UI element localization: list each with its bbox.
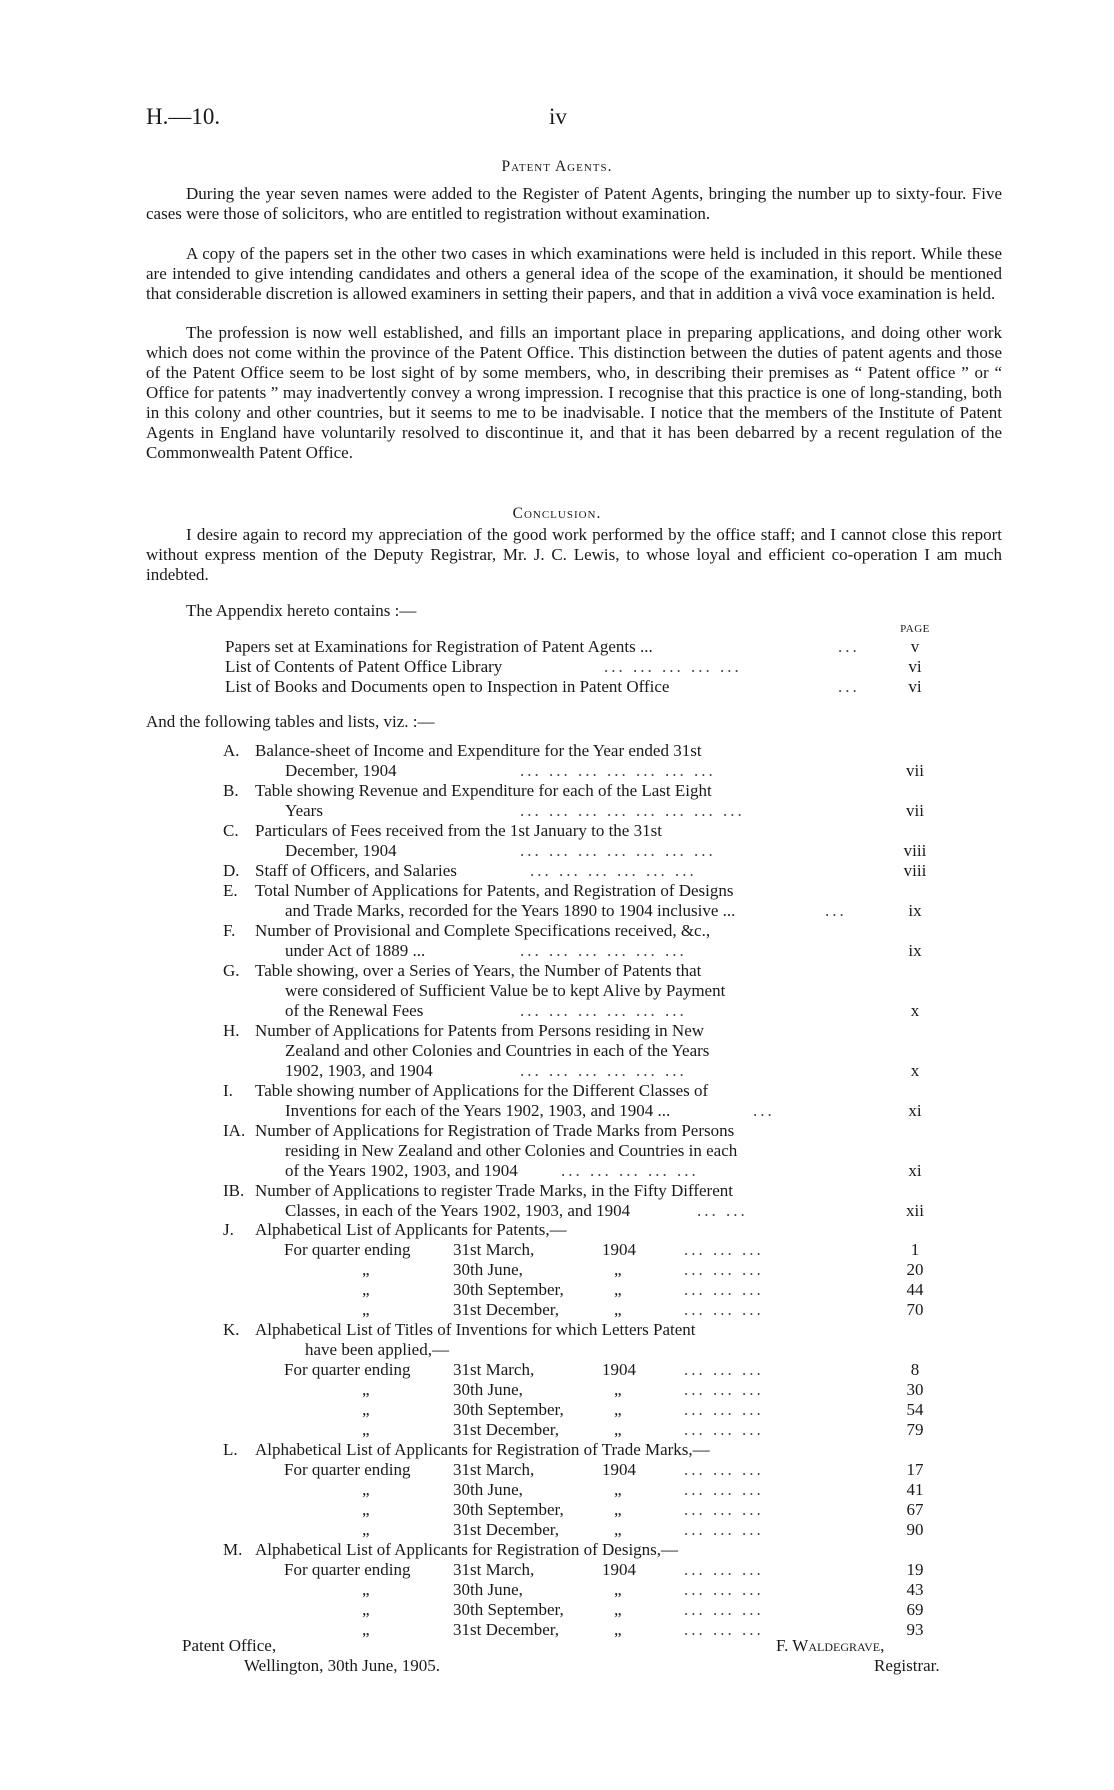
table-dots: ... ... ... ... ... ... (520, 1001, 687, 1020)
signature-place-date: Wellington, 30th June, 1905. (244, 1656, 441, 1675)
patent-agents-para-3: The profession is now well established, and fills an important place in preparing applications, and doing other work which does not come within the province of the Patent Office. This distinction between the duties of patent agents and those of the Patent Office seem to be lost sight of by some members, who, in describing their premises as “ Patent office ” or “ Office for patents ” may inadvertently convey a wrong impression. I recognise that this practice is one of long-standing, both in this colony and other countries, but it seems to me to be inadvisable. I notice that the members of the Institute of Patent Agents in England have voluntarily resolved to discontinue it, and that it has been debarred by a recent regulation of the Commonwealth Patent Office. (146, 323, 1002, 462)
tables-intro: And the following tables and lists, viz. :— (146, 712, 435, 731)
list-key: J. (223, 1220, 234, 1239)
paper-label: Papers set at Examinations for Registration of Patent Agents ... (225, 637, 653, 656)
quarter-date: 31st December, (453, 1420, 560, 1439)
table-title-cont: December, 1904 (285, 841, 397, 860)
quarter-prefix: „ (362, 1520, 370, 1539)
signature-office: Patent Office, (182, 1636, 277, 1655)
quarter-date: 30th June, (453, 1380, 523, 1399)
page-ref: H.—10. (146, 104, 221, 129)
table-key: A. (223, 741, 240, 760)
quarter-prefix: „ (362, 1280, 370, 1299)
quarter-dots: ... ... ... (684, 1380, 764, 1399)
patent-agents-para-1: During the year seven names were added to the Register of Patent Agents, bringing the number up to sixty-four. Five cases were those of solicitors, who are entitled to registration without examination. (146, 184, 1002, 223)
paper-label: List of Books and Documents open to Inspection in Patent Office (225, 677, 670, 696)
table-key: C. (223, 821, 239, 840)
list-title-cont: have been applied,— (305, 1340, 449, 1359)
quarter-page: 1 (910, 1240, 920, 1259)
table-page: x (910, 1001, 920, 1020)
table-dots: ... (825, 901, 847, 920)
quarter-prefix: For quarter ending (284, 1560, 411, 1579)
quarter-date: 30th June, (453, 1480, 523, 1499)
table-dots: ... ... ... ... ... ... (530, 861, 697, 880)
paper-dots: ... (838, 677, 860, 696)
quarter-date: 30th September, (453, 1500, 564, 1519)
quarter-page: 17 (906, 1460, 924, 1479)
quarter-date: 31st December, (453, 1300, 560, 1319)
quarter-date: 30th September, (453, 1400, 564, 1419)
quarter-date: 30th September, (453, 1280, 564, 1299)
table-page: x (910, 1061, 920, 1080)
quarter-year: „ (614, 1620, 622, 1639)
quarter-page: 8 (910, 1360, 920, 1379)
quarter-page: 19 (906, 1560, 924, 1579)
quarter-dots: ... ... ... (684, 1260, 764, 1279)
quarter-dots: ... ... ... (684, 1300, 764, 1319)
table-page: ix (908, 941, 922, 960)
quarter-page: 70 (906, 1300, 924, 1319)
table-title-cont: of the Renewal Fees (285, 1001, 424, 1020)
paper-label: List of Contents of Patent Office Library (225, 657, 503, 676)
quarter-year: 1904 (602, 1360, 636, 1379)
table-title-cont: under Act of 1889 ... (285, 941, 426, 960)
quarter-dots: ... ... ... (684, 1460, 764, 1479)
quarter-year: „ (614, 1400, 622, 1419)
table-title-cont: and Trade Marks, recorded for the Years 1890 to 1904 inclusive ... (285, 901, 736, 920)
table-title: Table showing Revenue and Expenditure for each of the Last Eight (255, 781, 712, 800)
table-title: Balance-sheet of Income and Expenditure for the Year ended 31st (255, 741, 702, 760)
quarter-page: 67 (906, 1500, 924, 1519)
appendix-intro: The Appendix hereto contains :— (186, 601, 417, 620)
quarter-prefix: „ (362, 1580, 370, 1599)
quarter-prefix: „ (362, 1600, 370, 1619)
quarter-page: 90 (906, 1520, 924, 1539)
quarter-prefix: „ (362, 1620, 370, 1639)
quarter-dots: ... ... ... (684, 1580, 764, 1599)
table-dots: ... ... (697, 1201, 748, 1220)
quarter-page: 44 (906, 1280, 924, 1299)
quarter-prefix: „ (362, 1380, 370, 1399)
paper-dots: ... ... ... ... ... (604, 657, 742, 676)
table-key: I. (223, 1081, 233, 1100)
list-title: Alphabetical List of Applicants for Patents,— (255, 1220, 567, 1239)
paper-page: vi (908, 657, 922, 676)
quarter-prefix: „ (362, 1400, 370, 1419)
quarter-year: „ (614, 1500, 622, 1519)
table-key: E. (223, 881, 238, 900)
quarter-date: 31st December, (453, 1520, 560, 1539)
table-title: Staff of Officers, and Salaries (255, 861, 457, 880)
quarter-year: „ (614, 1380, 622, 1399)
quarter-dots: ... ... ... (684, 1280, 764, 1299)
list-title: Alphabetical List of Applicants for Registration of Trade Marks,— (255, 1440, 710, 1459)
quarter-date: 31st March, (453, 1460, 535, 1479)
quarter-prefix: „ (362, 1420, 370, 1439)
quarter-dots: ... ... ... (684, 1480, 764, 1499)
table-title-cont: residing in New Zealand and other Colonies and Countries in each (285, 1141, 738, 1160)
table-title-cont: 1902, 1903, and 1904 (285, 1061, 433, 1080)
quarter-year: 1904 (602, 1240, 636, 1259)
table-page: xii (906, 1201, 924, 1220)
conclusion-heading: Conclusion. (512, 505, 602, 522)
quarter-year: „ (614, 1300, 622, 1319)
quarter-prefix: For quarter ending (284, 1460, 411, 1479)
quarter-page: 93 (906, 1620, 924, 1639)
quarter-year: 1904 (602, 1460, 636, 1479)
quarter-year: „ (614, 1520, 622, 1539)
quarter-page: 43 (906, 1580, 924, 1599)
list-key: M. (223, 1540, 243, 1559)
quarter-dots: ... ... ... (684, 1620, 764, 1639)
quarter-prefix: „ (362, 1300, 370, 1319)
signature-title: Registrar. (874, 1656, 940, 1675)
quarter-prefix: „ (362, 1480, 370, 1499)
table-title: Table showing, over a Series of Years, the Number of Patents that (255, 961, 702, 980)
conclusion-para: I desire again to record my appreciation of the good work performed by the office staff; and I cannot close this report without express mention of the Deputy Registrar, Mr. J. C. Lewis, to whose loyal and efficient co-operation I am much indebted. (146, 525, 1002, 584)
page-column-label: PAGE (900, 623, 930, 635)
table-dots: ... ... ... ... ... ... (520, 941, 687, 960)
quarter-year: „ (614, 1600, 622, 1619)
table-title-cont: December, 1904 (285, 761, 397, 780)
table-key: IA. (223, 1121, 246, 1140)
quarter-page: 69 (906, 1600, 924, 1619)
list-title: Alphabetical List of Applicants for Registration of Designs,— (255, 1540, 679, 1559)
quarter-year: „ (614, 1260, 622, 1279)
quarter-dots: ... ... ... (684, 1420, 764, 1439)
quarter-prefix: „ (362, 1260, 370, 1279)
quarter-year: 1904 (602, 1560, 636, 1579)
table-page: xi (908, 1161, 922, 1180)
quarter-page: 41 (906, 1480, 924, 1499)
table-key: G. (223, 961, 240, 980)
table-key: IB. (223, 1181, 245, 1200)
signature-name (776, 1636, 884, 1656)
list-key: K. (223, 1320, 240, 1339)
quarter-date: 30th June, (453, 1260, 523, 1279)
quarter-dots: ... ... ... (684, 1600, 764, 1619)
quarter-dots: ... ... ... (684, 1500, 764, 1519)
table-dots: ... ... ... ... ... ... ... (520, 841, 716, 860)
table-title: Particulars of Fees received from the 1st January to the 31st (255, 821, 662, 840)
table-key: F. (223, 921, 236, 940)
signature-name-text: F. Waldegrave, (776, 1636, 885, 1655)
quarter-dots: ... ... ... (684, 1520, 764, 1539)
table-key: H. (223, 1021, 240, 1040)
quarter-prefix: „ (362, 1500, 370, 1519)
quarter-page: 30 (906, 1380, 924, 1399)
quarter-dots: ... ... ... (684, 1240, 764, 1259)
patent-agents-para-2: A copy of the papers set in the other two cases in which examinations were held is included in this report. While these are intended to give intending candidates and others a general idea of the scope of the examination, it should be mentioned that considerable discretion is allowed examiners in setting their papers, and that in addition a vivâ voce examination is held. (146, 244, 1002, 303)
table-page: viii (903, 861, 927, 880)
paper-dots: ... (838, 637, 860, 656)
table-page: vii (906, 761, 924, 780)
paper-page: vi (908, 677, 922, 696)
quarter-year: „ (614, 1580, 622, 1599)
quarter-dots: ... ... ... (684, 1560, 764, 1579)
quarter-year: „ (614, 1420, 622, 1439)
table-key: D. (223, 861, 240, 880)
quarter-page: 79 (906, 1420, 924, 1439)
table-dots: ... ... ... ... ... ... ... (520, 761, 716, 780)
patent-agents-heading: Patent Agents. (501, 158, 613, 175)
table-title-cont: were considered of Sufficient Value be to kept Alive by Payment (285, 981, 726, 1000)
table-key: B. (223, 781, 239, 800)
table-dots: ... ... ... ... ... ... (520, 1061, 687, 1080)
table-page: xi (908, 1101, 922, 1120)
list-title: Alphabetical List of Titles of Inventions for which Letters Patent (255, 1320, 696, 1339)
paper-page: v (910, 637, 920, 656)
quarter-year: „ (614, 1280, 622, 1299)
table-dots: ... ... ... ... ... (561, 1161, 699, 1180)
table-dots: ... ... ... ... ... ... ... ... (520, 801, 745, 820)
quarter-date: 31st March, (453, 1240, 535, 1259)
table-title: Number of Applications for Patents from Persons residing in New (255, 1021, 705, 1040)
table-page: vii (906, 801, 924, 820)
table-page: viii (903, 841, 927, 860)
quarter-date: 31st March, (453, 1560, 535, 1579)
table-title-cont: Years (285, 801, 323, 820)
table-title: Number of Applications to register Trade Marks, in the Fifty Different (255, 1181, 733, 1200)
table-title: Number of Provisional and Complete Specifications received, &c., (255, 921, 711, 940)
quarter-dots: ... ... ... (684, 1400, 764, 1419)
quarter-page: 20 (906, 1260, 924, 1279)
page-number: iv (549, 104, 567, 129)
table-dots: ... (753, 1101, 775, 1120)
quarter-date: 31st March, (453, 1360, 535, 1379)
table-title: Total Number of Applications for Patents, and Registration of Designs (255, 881, 734, 900)
table-title-cont: Classes, in each of the Years 1902, 1903, and 1904 (285, 1201, 631, 1220)
table-title-cont: Inventions for each of the Years 1902, 1903, and 1904 ... (285, 1101, 671, 1120)
table-title: Number of Applications for Registration of Trade Marks from Persons (255, 1121, 735, 1140)
quarter-date: 30th September, (453, 1600, 564, 1619)
list-key: L. (223, 1440, 238, 1459)
quarter-page: 54 (906, 1400, 924, 1419)
table-page: ix (908, 901, 922, 920)
table-title-cont: Zealand and other Colonies and Countries in each of the Years (285, 1041, 710, 1060)
quarter-prefix: For quarter ending (284, 1360, 411, 1379)
table-title: Table showing number of Applications for the Different Classes of (255, 1081, 709, 1100)
quarter-dots: ... ... ... (684, 1360, 764, 1379)
table-title-cont: of the Years 1902, 1903, and 1904 (285, 1161, 518, 1180)
quarter-date: 30th June, (453, 1580, 523, 1599)
quarter-year: „ (614, 1480, 622, 1499)
quarter-date: 31st December, (453, 1620, 560, 1639)
quarter-prefix: For quarter ending (284, 1240, 411, 1259)
